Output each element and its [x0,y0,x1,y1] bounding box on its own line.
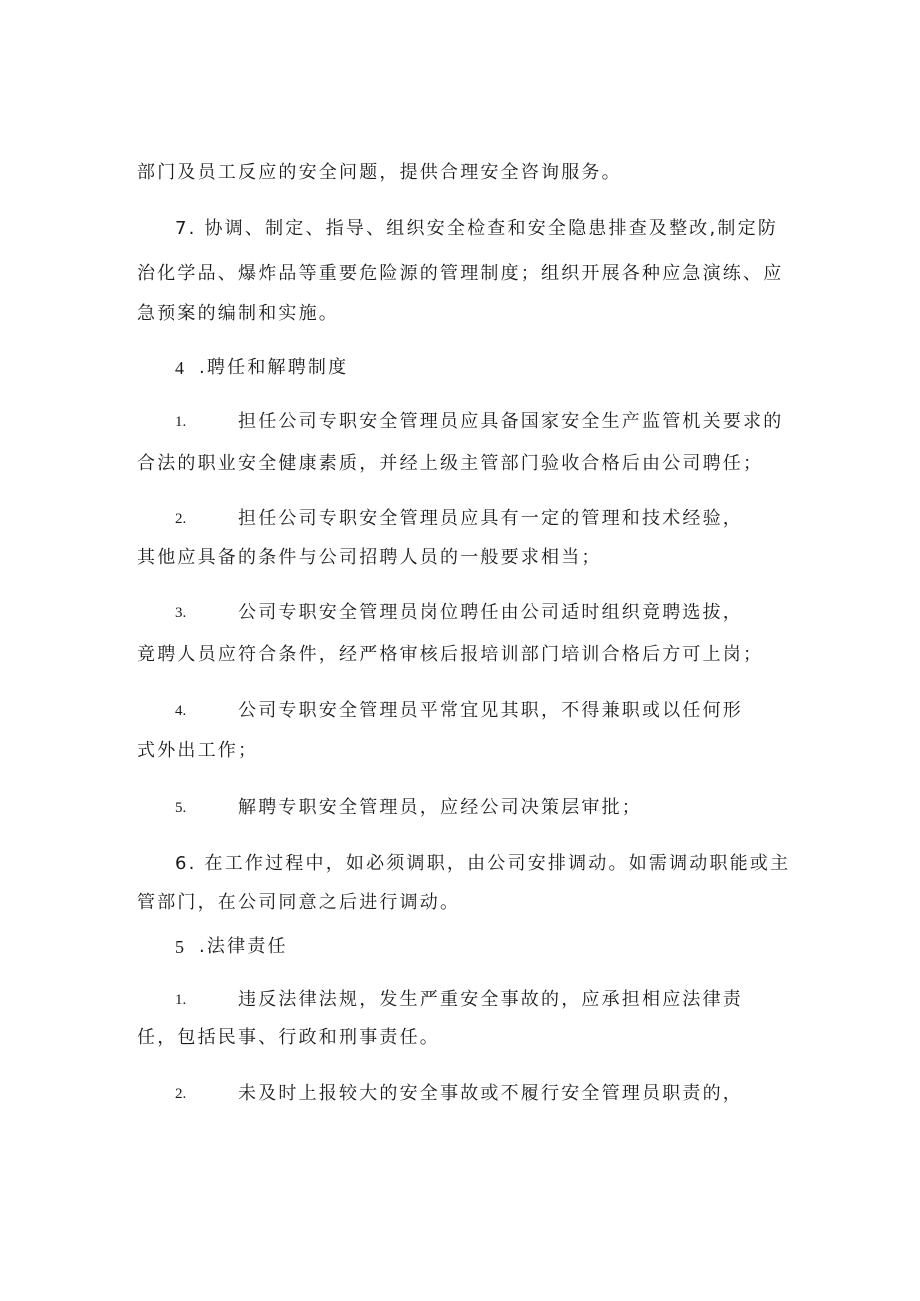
list-item-number: 1. [175,992,187,1008]
list-item-line: 式外出工作； [137,740,259,761]
list-item-line: 担任公司专职安全管理员应具有一定的管理和技术经验， [238,508,743,529]
list-item-line: 未及时上报较大的安全事故或不履行安全管理员职责的， [238,1083,743,1104]
section-number: 5 [175,937,184,957]
list-item-number: 2. [175,1086,187,1102]
list-item-number: 1. [175,414,187,430]
list-item-number: 5. [175,800,187,816]
list-item-line: 担任公司专职安全管理员应具备国家安全生产监管机关要求的 [238,411,784,432]
section-number: 4 [175,358,184,378]
list-item-number: 3. [175,605,187,621]
list-item-line: 违反法律法规，发生严重安全事故的，应承担相应法律责 [238,989,743,1010]
list-item-line: 任，包括民事、行政和刑事责任。 [137,1027,440,1048]
list-item-number: 4. [175,703,187,719]
list-item-line: 其他应具备的条件与公司招聘人员的一般要求相当； [137,547,602,568]
paragraph-line: 7. 协调、制定、指导、组织安全检查和安全隐患排查及整改,制定防 [175,218,779,239]
list-item-line: 公司专职安全管理员岗位聘任由公司适时组织竟聘选拔， [238,602,743,623]
paragraph-line: 治化学品、爆炸品等重要危险源的管理制度；组织开展各种应急演练、应 [137,263,784,284]
paragraph-line: 急预案的编制和实施。 [137,303,339,324]
section-heading: .法律责任 [199,936,288,957]
section-heading: .聘任和解聘制度 [199,357,349,378]
paragraph-line: 管部门，在公司同意之后进行调动。 [137,892,461,913]
list-item-line: 竟聘人员应符合条件，经严格审核后报培训部门培训合格后方可上岗； [137,644,764,665]
list-item-line: 合法的职业安全健康素质，并经上级主管部门验收合格后由公司聘任； [137,453,764,474]
list-item-number: 2. [175,511,187,527]
list-item-line: 公司专职安全管理员平常宜见其职，不得兼职或以任何形 [238,700,743,721]
paragraph-line: 6. 在工作过程中，如必须调职，由公司安排调动。如需调动职能或主 [175,853,791,874]
list-item-line: 解聘专职安全管理员，应经公司决策层审批； [238,797,642,818]
paragraph-line: 部门及员工反应的安全问题，提供合理安全咨询服务。 [137,162,622,183]
